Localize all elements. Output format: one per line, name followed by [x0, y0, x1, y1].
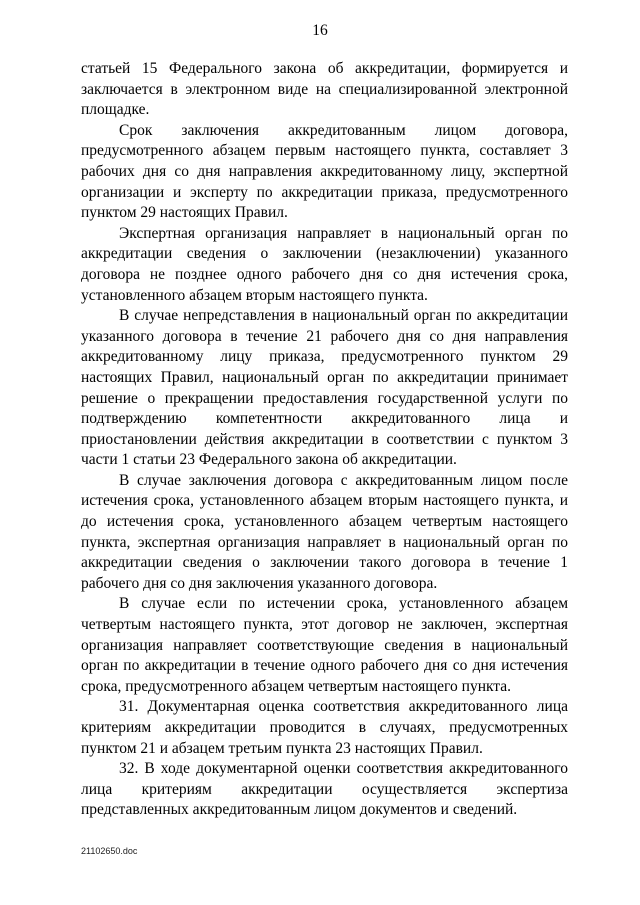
paragraph: В случае непредставления в национальный орган по аккредитации указанного договора в течение 21 рабочего дня со дня направления аккредитованному лицу приказа, предусмотренного пунктом 29 настоящих Правил, национальный орган по аккредитации принимает решение о прекращении предоставления государственной услуги по подтверждению компетентности аккредитованного лица и приостановлении действия аккредитации в соответствии с пунктом 3 части 1 статьи 23 Федерального закона об аккредитации.	[81, 307, 568, 469]
paragraph-continuation: статьей 15 Федерального закона об аккредитации, формируется и заключается в электронном виде на специализированной электронной площадке.	[81, 60, 568, 119]
paragraph-item-31: 31. Документарная оценка соответствия аккредитованного лица критериям аккредитации проводится в случаях, предусмотренных пунктом 21 и абзацем третьим пункта 23 настоящих Правил.	[81, 698, 568, 757]
page-number: 16	[312, 22, 328, 39]
paragraph-item-32: 32. В ходе документарной оценки соответствия аккредитованного лица критериям аккредитации осуществляется экспертиза представленных аккредитованным лицом документов и сведений.	[81, 760, 568, 819]
paragraph: В случае если по истечении срока, установленного абзацем четвертым настоящего пункта, этот договор не заключен, экспертная организация направляет соответствующие сведения в национальный орган по аккредитации в течение одного рабочего дня со дня истечения срока, предусмотренного абзацем четвертым настоящего пункта.	[81, 595, 568, 695]
footer-filename: 21102650.doc	[81, 846, 138, 856]
paragraph: Срок заключения аккредитованным лицом договора, предусмотренного абзацем первым настоящего пункта, составляет 3 рабочих дня со дня направления аккредитованному лицу, экспертной организации и эксперту по аккредитации приказа, предусмотренного пунктом 29 настоящих Правил.	[81, 121, 568, 222]
paragraph: Экспертная организация направляет в национальный орган по аккредитации сведения о заключении (незаключении) указанного договора не позднее одного рабочего дня со дня истечения срока, установленного абзацем вторым настоящего пункта.	[81, 224, 568, 304]
paragraph: В случае заключения договора с аккредитованным лицом после истечения срока, установленного абзацем вторым настоящего пункта, и до истечения срока, установленного абзацем четвертым настоящего пункта, экспертная организация направляет в национальный орган по аккредитации сведения о заключении такого договора в течение 1 рабочего дня со дня заключения указанного договора.	[81, 471, 568, 592]
document-body	[81, 59, 568, 821]
